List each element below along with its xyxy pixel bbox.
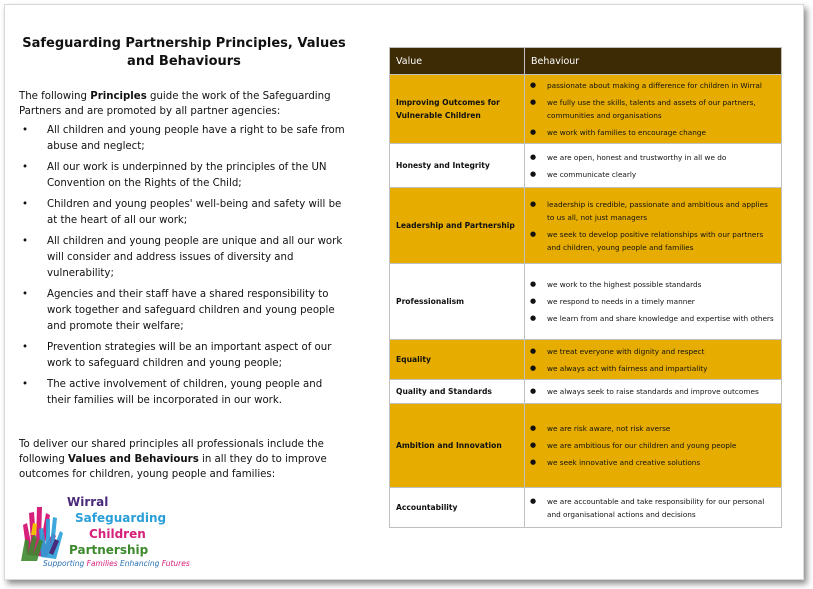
bullet-icon: ● [530,169,537,178]
behaviour-item: ● we are accountable and take responsibility for our personal and organisational actions and decisions [530,496,765,519]
value-cell: Improving Outcomes for Vulnerable Children [390,75,525,144]
bullet-icon: ● [530,280,537,288]
behaviour-item: ● we respond to needs in a timely manner [530,297,695,306]
bullet-icon: • [22,289,29,300]
left-column [19,35,349,492]
bullet-icon: ● [530,387,537,395]
value-cell: Leadership and Partnership [390,188,525,264]
wscp-logo [19,495,190,571]
bullet-icon: ● [530,424,537,432]
principle-item: • All our work is underpinned by the principles of the UN Convention on the Rights of the Child; [22,162,327,189]
value-cell: Accountability [390,488,525,528]
behaviour-list [525,278,781,325]
behaviour-item: ● we work with families to encourage change [530,128,707,137]
bullet-icon: • [22,379,29,390]
behaviour-list [525,345,781,375]
behaviour-item: ● we learn from and share knowledge and expertise with others [530,314,774,323]
bullet-icon: ● [530,314,537,322]
value-cell: Quality and Standards [390,380,525,404]
page-title: Safeguarding Partnership Principles, Values and Behaviours [22,36,346,69]
behaviour-list [525,198,781,254]
behaviour-cell [525,144,782,188]
principle-item: • Children and young peoples' well-being and safety will be at the heart of all our work; [22,199,342,226]
behaviour-item: ● we always act with fairness and impartiality [530,363,708,373]
behaviour-cell [525,188,782,264]
behaviour-item: ● we seek innovative and creative solutions [530,458,701,467]
table-row [390,380,782,404]
behaviour-cell [525,264,782,340]
principle-item: • The active involvement of children, young people and their families will be incorporated in our work. [22,379,323,406]
bullet-icon: ● [530,128,537,136]
bullet-icon: ● [530,297,537,305]
values-behaviours-table [389,47,782,528]
behaviour-list [525,79,781,139]
logo-children: Children [89,527,146,541]
bullet-icon: • [22,162,29,173]
principles-list [19,123,349,409]
behaviour-item: ● we treat everyone with dignity and respect [530,346,705,356]
header-behaviour: Behaviour [525,48,782,75]
behaviour-cell [525,340,782,380]
value-cell: Ambition and Innovation [390,404,525,488]
table-row [390,340,782,380]
bullet-icon: ● [530,363,537,372]
behaviour-item: ● leadership is credible, passionate and ambitious and applies to us all, not just managers [530,199,768,222]
principle-item: • All children and young people are unique and all our work will consider and address issues of diversity and vulnerability; [22,236,343,279]
behaviour-list [525,495,781,521]
behaviour-list [525,422,781,469]
bullet-icon: ● [530,81,537,89]
principle-item: • Agencies and their staff have a shared responsibility to work together and safeguard children and young people and promote their welfare; [22,289,335,332]
table-header-row [390,48,782,75]
logo-partnership: Partnership [69,543,149,557]
behaviour-list [525,385,781,398]
behaviour-item: ● we are open, honest and trustworthy in all we do [530,152,727,162]
value-cell: Professionalism [390,264,525,340]
behaviour-item: ● we are risk aware, not risk averse [530,424,671,433]
behaviour-item: ● we seek to develop positive relationships with our partners and children, young people and families [530,229,764,252]
behaviour-item: ● we fully use the skills, talents and assets of our partners, communities and organisations [530,98,756,120]
table-row [390,144,782,188]
bullet-icon: ● [530,496,537,505]
table-row [390,264,782,340]
behaviour-cell [525,380,782,404]
table-row [390,404,782,488]
logo-tagline: Supporting Families Enhancing Futures [43,559,190,568]
header-value: Value [390,48,525,75]
table-row [390,188,782,264]
intro-bold: Principles [90,91,147,102]
behaviour-item: ● we are ambitious for our children and young people [530,441,737,450]
table-row [390,75,782,144]
bullet-icon: • [22,236,29,247]
behaviour-cell [525,404,782,488]
behaviour-list [525,151,781,181]
intro-prefix: The following [19,91,91,102]
behaviour-item: ● passionate about making a difference for children in Wirral [530,81,762,90]
logo-wirral: Wirral [67,495,109,509]
bullet-icon: ● [530,441,537,449]
behaviour-cell [525,75,782,144]
bullet-icon: ● [530,152,537,161]
logo-safeguarding: Safeguarding [75,511,167,525]
principle-item: • All children and young people have a right to be safe from abuse and neglect; [22,125,345,152]
principle-item: • Prevention strategies will be an important aspect of our work to safeguard children and young people; [22,342,332,369]
bullet-icon: ● [530,98,537,106]
principles-intro [19,89,349,119]
behaviour-item: ● we always seek to raise standards and improve outcomes [530,387,759,396]
table-body [390,75,782,528]
bullet-icon: • [22,342,29,353]
bullet-icon: ● [530,346,537,355]
bullet-icon: • [22,125,29,136]
bullet-icon: ● [530,229,537,238]
intro-suffix: guide the work of the Safeguarding Partners and are promoted by all partner agencies: [19,91,331,117]
bullet-icon: • [22,199,29,210]
behaviour-item: ● we work to the highest possible standards [530,280,702,289]
values-intro: To deliver our shared principles all professionals include the following Values and Behaviours in all they do to improve outcomes for children, young people and families: [19,439,327,480]
behaviour-item: ● we communicate clearly [530,169,637,179]
value-cell: Honesty and Integrity [390,144,525,188]
bullet-icon: ● [530,199,537,208]
table-row [390,488,782,528]
behaviour-cell [525,488,782,528]
bullet-icon: ● [530,458,537,466]
value-cell: Equality [390,340,525,380]
